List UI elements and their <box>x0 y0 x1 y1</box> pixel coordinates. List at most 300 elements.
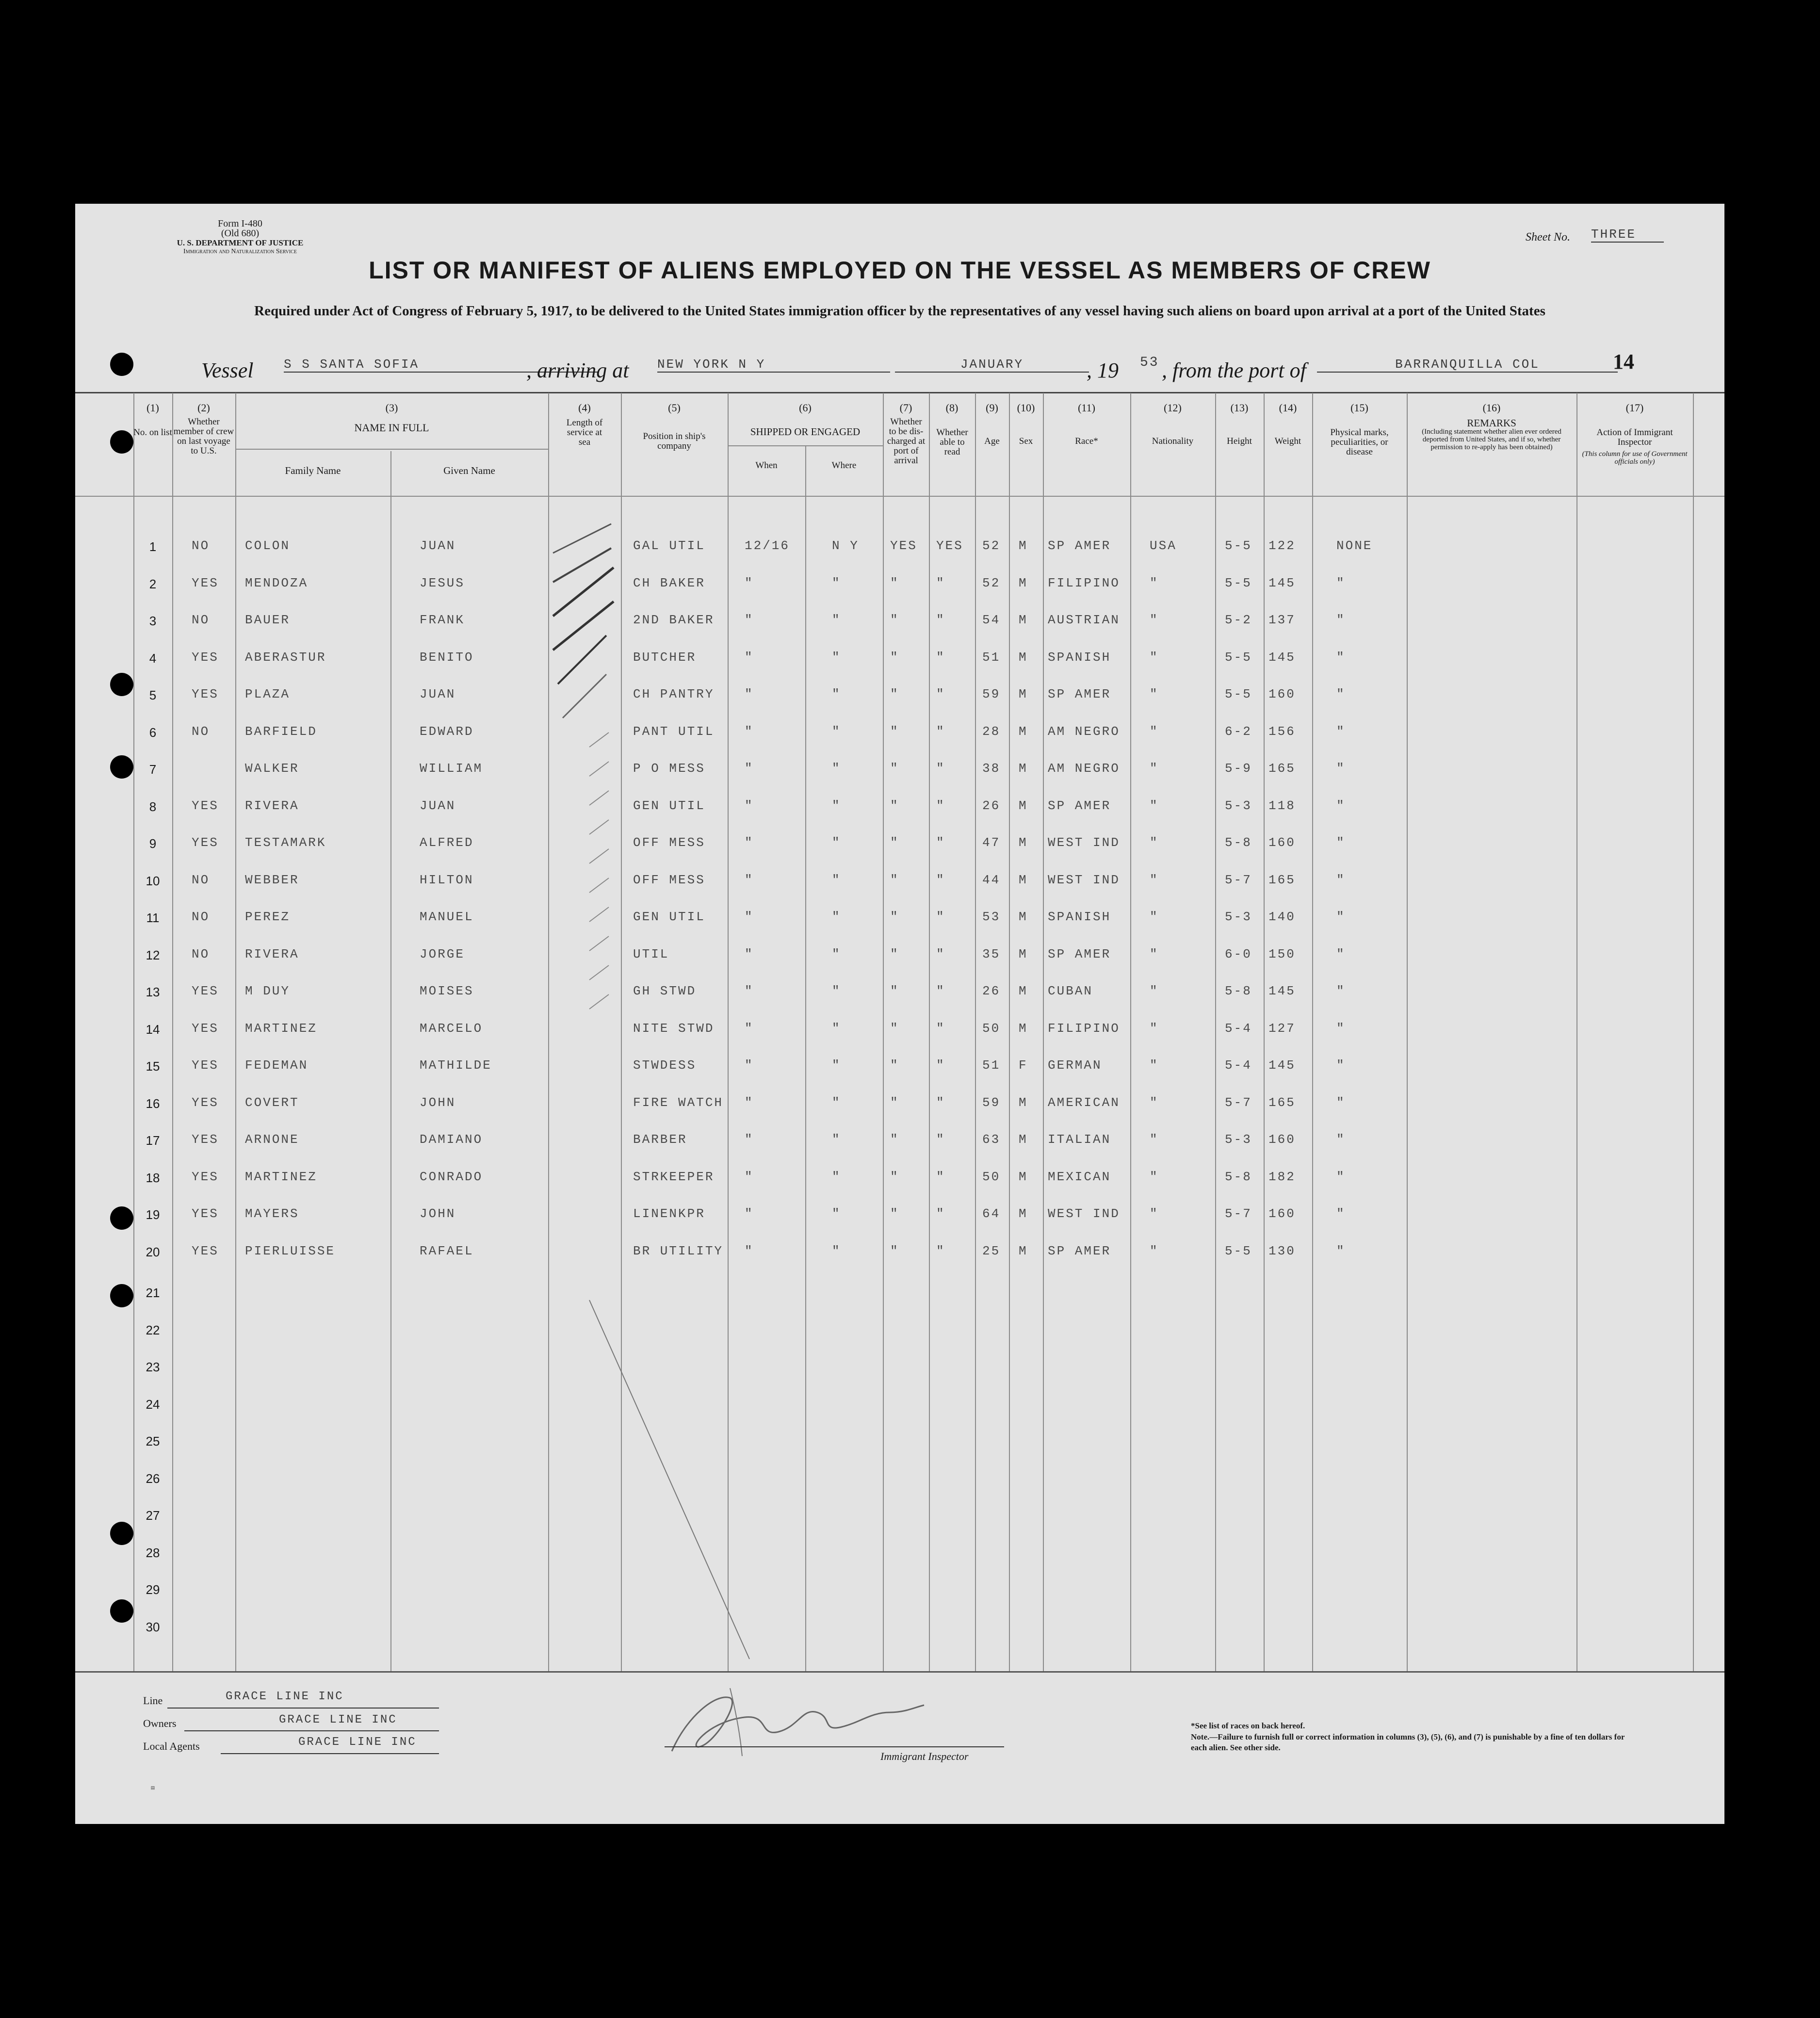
shipped-where-cell: " <box>832 1169 841 1184</box>
row-number: 23 <box>146 1360 160 1374</box>
shipped-where-cell: " <box>832 910 841 924</box>
given-name-cell: RAFAEL <box>420 1243 474 1258</box>
col-num-15: (15) <box>1350 402 1368 414</box>
row-number: 4 <box>149 651 157 666</box>
race-cell: WEST IND <box>1048 1206 1120 1221</box>
given-name-cell: MOISES <box>420 984 474 998</box>
shipped-when-cell: " <box>745 835 754 850</box>
shipped-where-cell: " <box>832 946 841 961</box>
col-num-3: (3) <box>385 402 398 414</box>
hdr-race: Race* <box>1075 436 1098 446</box>
race-cell: WEST IND <box>1048 872 1120 887</box>
physical-marks-cell: " <box>1336 1058 1346 1073</box>
col-num-16: (16) <box>1482 402 1501 414</box>
given-name-cell: EDWARD <box>420 724 474 739</box>
col-num-9: (9) <box>986 402 998 414</box>
col-num-8: (8) <box>945 402 959 414</box>
given-name-cell: FRANK <box>420 613 465 627</box>
age-cell: 54 <box>982 613 1001 627</box>
nationality-cell: " <box>1150 872 1159 887</box>
family-name-cell: BAUER <box>245 613 291 627</box>
sheet-no-label: Sheet No. <box>1526 231 1570 244</box>
discharged-cell: " <box>890 1206 899 1221</box>
row-number: 15 <box>146 1059 160 1074</box>
race-cell: AUSTRIAN <box>1048 613 1120 627</box>
nationality-cell: " <box>1150 613 1159 627</box>
row-number: 6 <box>149 725 157 740</box>
physical-marks-cell: " <box>1336 575 1346 590</box>
weight-cell: 160 <box>1268 1132 1296 1147</box>
binder-hole <box>110 673 133 696</box>
position-cell: OFF MESS <box>633 872 705 887</box>
row-number: 27 <box>146 1508 160 1523</box>
service-pen-marks <box>548 514 621 747</box>
race-cell: SP AMER <box>1048 538 1111 553</box>
weight-cell: 160 <box>1268 687 1296 701</box>
age-cell: 28 <box>982 724 1001 739</box>
able-read-cell: " <box>936 613 945 627</box>
family-name-cell: M DUY <box>245 984 291 998</box>
physical-marks-cell: " <box>1336 1132 1346 1147</box>
age-cell: 25 <box>982 1243 1001 1258</box>
race-cell: WEST IND <box>1048 835 1120 850</box>
shipped-when-cell: " <box>745 872 754 887</box>
able-read-cell: " <box>936 1169 945 1184</box>
nationality-cell: USA <box>1150 538 1177 553</box>
position-cell: GAL UTIL <box>633 538 705 553</box>
sex-cell: M <box>1019 835 1028 850</box>
discharged-cell: " <box>890 872 899 887</box>
nationality-cell: " <box>1150 984 1159 998</box>
physical-marks-cell: " <box>1336 687 1346 701</box>
shipped-where-cell: " <box>832 798 841 813</box>
row-number: 20 <box>146 1244 160 1259</box>
shipped-when-cell: " <box>745 1095 754 1110</box>
row-number: 11 <box>146 911 160 925</box>
col-num-10: (10) <box>1017 402 1035 414</box>
member-cell: YES <box>192 798 219 813</box>
nationality-cell: " <box>1150 798 1159 813</box>
physical-marks-cell: " <box>1336 1095 1346 1110</box>
age-cell: 26 <box>982 984 1001 998</box>
member-cell: NO <box>192 946 210 961</box>
hdr-height: Height <box>1227 436 1252 446</box>
sex-cell: M <box>1019 1206 1028 1221</box>
race-cell: MEXICAN <box>1048 1169 1111 1184</box>
row-number: 19 <box>146 1207 160 1222</box>
discharged-cell: " <box>890 798 899 813</box>
able-read-cell: " <box>936 984 945 998</box>
race-cell: AM NEGRO <box>1048 724 1120 739</box>
hdr-nationality: Nationality <box>1152 436 1194 446</box>
shipped-where-cell: " <box>832 984 841 998</box>
discharged-cell: " <box>890 1169 899 1184</box>
shipped-when-cell: " <box>745 1206 754 1221</box>
member-cell: NO <box>192 910 210 924</box>
discharged-cell: " <box>890 946 899 961</box>
col-num-5: (5) <box>668 402 681 414</box>
col-num-13: (13) <box>1230 402 1249 414</box>
given-name-cell: JOHN <box>420 1095 456 1110</box>
physical-marks-cell: " <box>1336 1169 1346 1184</box>
binder-hole <box>110 755 133 779</box>
physical-marks-cell: " <box>1336 910 1346 924</box>
shipped-where-cell: " <box>832 687 841 701</box>
shipped-when-cell: " <box>745 984 754 998</box>
shipped-when-cell: " <box>745 761 754 776</box>
given-name-cell: JUAN <box>420 538 456 553</box>
age-cell: 51 <box>982 650 1001 665</box>
physical-marks-cell: " <box>1336 946 1346 961</box>
age-cell: 50 <box>982 1021 1001 1036</box>
row-number: 29 <box>146 1582 160 1597</box>
shipped-where-cell: " <box>832 1095 841 1110</box>
nationality-cell: " <box>1150 650 1159 665</box>
able-read-cell: " <box>936 687 945 701</box>
sex-cell: M <box>1019 872 1028 887</box>
shipped-when-cell: " <box>745 1058 754 1073</box>
race-cell: FILIPINO <box>1048 1021 1120 1036</box>
hdr-given-name: Given Name <box>443 465 495 476</box>
year-value: 53 <box>1140 355 1159 370</box>
family-name-cell: WALKER <box>245 761 299 776</box>
position-cell: PANT UTIL <box>633 724 715 739</box>
hdr-where: Where <box>831 460 857 471</box>
sheet-no-value: THREE <box>1591 227 1664 243</box>
race-cell: AM NEGRO <box>1048 761 1120 776</box>
member-cell: YES <box>192 1095 219 1110</box>
physical-marks-cell: " <box>1336 984 1346 998</box>
row-number: 2 <box>149 576 157 591</box>
vessel-label: Vessel <box>201 358 254 382</box>
family-name-cell: MARTINEZ <box>245 1169 317 1184</box>
position-cell: GEN UTIL <box>633 798 705 813</box>
height-cell: 5-4 <box>1225 1058 1252 1073</box>
row-number: 10 <box>146 873 160 888</box>
family-name-cell: TESTAMARK <box>245 835 326 850</box>
weight-cell: 118 <box>1268 798 1296 813</box>
hdr-weight: Weight <box>1274 436 1301 446</box>
family-name-cell: MENDOZA <box>245 575 309 590</box>
shipped-when-cell: " <box>745 1021 754 1036</box>
able-read-cell: " <box>936 1243 945 1258</box>
sex-cell: M <box>1019 1243 1028 1258</box>
agents-value: GRACE LINE INC <box>298 1736 417 1749</box>
height-cell: 5-8 <box>1225 1169 1252 1184</box>
hdr-remarks: REMARKS <box>1467 417 1516 429</box>
member-cell: YES <box>192 1169 219 1184</box>
arriving-label: , arriving at <box>526 358 629 382</box>
discharged-cell: " <box>890 650 899 665</box>
weight-cell: 140 <box>1268 910 1296 924</box>
hdr-age: Age <box>984 436 1000 446</box>
arriving-value: NEW YORK N Y <box>657 357 890 373</box>
discharged-cell: " <box>890 835 899 850</box>
discharged-cell: " <box>890 575 899 590</box>
shipped-when-cell: " <box>745 798 754 813</box>
member-cell: YES <box>192 1243 219 1258</box>
nationality-cell: " <box>1150 687 1159 701</box>
family-name-cell: WEBBER <box>245 872 299 887</box>
height-cell: 5-7 <box>1225 872 1252 887</box>
given-name-cell: CONRADO <box>420 1169 483 1184</box>
physical-marks-cell: " <box>1336 761 1346 776</box>
inspector-signature <box>657 1678 929 1761</box>
race-cell: AMERICAN <box>1048 1095 1120 1110</box>
from-port-label: , from the port of <box>1162 358 1306 382</box>
nationality-cell: " <box>1150 1169 1159 1184</box>
age-cell: 52 <box>982 538 1001 553</box>
age-cell: 50 <box>982 1169 1001 1184</box>
height-cell: 5-5 <box>1225 687 1252 701</box>
weight-cell: 145 <box>1268 650 1296 665</box>
member-cell: YES <box>192 687 219 701</box>
line-label: Line <box>143 1694 163 1707</box>
family-name-cell: MARTINEZ <box>245 1021 317 1036</box>
shipped-when-cell: 12/16 <box>745 538 790 553</box>
weight-cell: 127 <box>1268 1021 1296 1036</box>
hdr-action: Action of Immigrant Inspector <box>1596 427 1673 447</box>
shipped-where-cell: " <box>832 1206 841 1221</box>
given-name-cell: BENITO <box>420 650 474 665</box>
physical-marks-cell: NONE <box>1336 538 1373 553</box>
row-number: 9 <box>149 836 157 851</box>
physical-marks-cell: " <box>1336 724 1346 739</box>
discharged-cell: " <box>890 613 899 627</box>
shipped-when-cell: " <box>745 575 754 590</box>
nationality-cell: " <box>1150 910 1159 924</box>
shipped-when-cell: " <box>745 613 754 627</box>
row-number: 3 <box>149 614 157 628</box>
month-value: JANUARY <box>895 357 1089 373</box>
family-name-cell: ABERASTUR <box>245 650 326 665</box>
height-cell: 6-2 <box>1225 724 1252 739</box>
position-cell: GH STWD <box>633 984 697 998</box>
row-number: 16 <box>146 1096 160 1111</box>
able-read-cell: " <box>936 798 945 813</box>
weight-cell: 156 <box>1268 724 1296 739</box>
family-name-cell: PEREZ <box>245 910 291 924</box>
age-cell: 38 <box>982 761 1001 776</box>
able-read-cell: " <box>936 650 945 665</box>
row-number: 24 <box>146 1397 160 1412</box>
shipped-when-cell: " <box>745 1169 754 1184</box>
sex-cell: M <box>1019 538 1028 553</box>
shipped-where-cell: " <box>832 872 841 887</box>
binder-hole <box>110 1206 133 1230</box>
position-cell: STRKEEPER <box>633 1169 715 1184</box>
able-read-cell: " <box>936 946 945 961</box>
discharged-cell: " <box>890 687 899 701</box>
able-read-cell: YES <box>936 538 963 553</box>
weight-cell: 165 <box>1268 761 1296 776</box>
family-name-cell: PLAZA <box>245 687 291 701</box>
discharged-cell: " <box>890 1243 899 1258</box>
height-cell: 5-3 <box>1225 910 1252 924</box>
family-name-cell: COLON <box>245 538 291 553</box>
vessel-value: S S SANTA SOFIA <box>284 357 599 373</box>
height-cell: 5-8 <box>1225 835 1252 850</box>
port-value: BARRANQUILLA COL <box>1317 357 1618 373</box>
binder-hole <box>110 1522 133 1545</box>
col-num-12: (12) <box>1164 402 1182 414</box>
physical-marks-cell: " <box>1336 798 1346 813</box>
age-cell: 51 <box>982 1058 1001 1073</box>
height-cell: 6-0 <box>1225 946 1252 961</box>
hdr-remarks-note: (Including statement whether alien ever ordered deported from United States, and if so, whether permission to re-apply has been obtained) <box>1422 428 1561 451</box>
shipped-when-cell: " <box>745 650 754 665</box>
weight-cell: 165 <box>1268 1095 1296 1110</box>
race-cell: GERMAN <box>1048 1058 1102 1073</box>
member-cell: YES <box>192 835 219 850</box>
member-cell: NO <box>192 613 210 627</box>
age-cell: 59 <box>982 687 1001 701</box>
family-name-cell: BARFIELD <box>245 724 317 739</box>
family-name-cell: FEDEMAN <box>245 1058 309 1073</box>
given-name-cell: MANUEL <box>420 910 474 924</box>
able-read-cell: " <box>936 575 945 590</box>
age-cell: 52 <box>982 575 1001 590</box>
weight-cell: 145 <box>1268 1058 1296 1073</box>
shipped-where-cell: N Y <box>832 538 859 553</box>
weight-cell: 137 <box>1268 613 1296 627</box>
sex-cell: M <box>1019 1095 1028 1110</box>
given-name-cell: WILLIAM <box>420 761 483 776</box>
member-cell: YES <box>192 575 219 590</box>
hdr-able-read: Whether able to read <box>936 427 968 457</box>
manifest-title: LIST OR MANIFEST OF ALIENS EMPLOYED ON THE VESSEL AS MEMBERS OF CREW <box>369 257 1431 284</box>
shipped-when-cell: " <box>745 946 754 961</box>
shipped-where-cell: " <box>832 761 841 776</box>
position-cell: BR UTILITY <box>633 1243 724 1258</box>
hdr-physical: Physical marks, peculiarities, or disease <box>1330 427 1389 457</box>
owners-label: Owners <box>143 1717 177 1729</box>
shipped-when-cell: " <box>745 724 754 739</box>
agents-label: Local Agents <box>143 1740 200 1752</box>
position-cell: CH BAKER <box>633 575 705 590</box>
weight-cell: 130 <box>1268 1243 1296 1258</box>
member-cell: YES <box>192 984 219 998</box>
able-read-cell: " <box>936 1058 945 1073</box>
race-cell: SPANISH <box>1048 910 1111 924</box>
able-read-cell: " <box>936 724 945 739</box>
row-number: 7 <box>149 762 157 777</box>
sex-cell: M <box>1019 761 1028 776</box>
position-cell: P O MESS <box>633 761 705 776</box>
nationality-cell: " <box>1150 1021 1159 1036</box>
department-name: U. S. DEPARTMENT OF JUSTICE <box>177 238 304 247</box>
race-cell: SP AMER <box>1048 1243 1111 1258</box>
sex-cell: M <box>1019 1132 1028 1147</box>
race-cell: FILIPINO <box>1048 575 1120 590</box>
shipped-where-cell: " <box>832 650 841 665</box>
hdr-action-note: (This column for use of Government officials only) <box>1582 450 1688 466</box>
nationality-cell: " <box>1150 1058 1159 1073</box>
member-cell: YES <box>192 650 219 665</box>
line-value: GRACE LINE INC <box>226 1690 344 1703</box>
given-name-cell: MARCELO <box>420 1021 483 1036</box>
races-note: *See list of races on back hereof. <box>1191 1721 1305 1730</box>
discharged-cell: " <box>890 1021 899 1036</box>
discharged-cell: " <box>890 910 899 924</box>
race-cell: CUBAN <box>1048 984 1093 998</box>
position-cell: BARBER <box>633 1132 687 1147</box>
given-name-cell: JUAN <box>420 687 456 701</box>
physical-marks-cell: " <box>1336 1243 1346 1258</box>
discharged-cell: " <box>890 1132 899 1147</box>
shipped-where-cell: " <box>832 1058 841 1073</box>
sex-cell: M <box>1019 984 1028 998</box>
row-number: 14 <box>146 1022 160 1037</box>
given-name-cell: JUAN <box>420 798 456 813</box>
printer-mark: ▤ <box>150 1785 155 1790</box>
member-cell: YES <box>192 1206 219 1221</box>
shipped-where-cell: " <box>832 835 841 850</box>
race-cell: ITALIAN <box>1048 1132 1111 1147</box>
family-name-cell: ARNONE <box>245 1132 299 1147</box>
height-cell: 5-3 <box>1225 798 1252 813</box>
row-number: 1 <box>149 539 157 554</box>
sex-cell: M <box>1019 650 1028 665</box>
position-cell: BUTCHER <box>633 650 697 665</box>
weight-cell: 150 <box>1268 946 1296 961</box>
physical-marks-cell: " <box>1336 1206 1346 1221</box>
shipped-when-cell: " <box>745 1132 754 1147</box>
position-cell: LINENKPR <box>633 1206 705 1221</box>
nationality-cell: " <box>1150 724 1159 739</box>
physical-marks-cell: " <box>1336 872 1346 887</box>
position-cell: 2ND BAKER <box>633 613 715 627</box>
able-read-cell: " <box>936 1021 945 1036</box>
year-prefix: , 19 <box>1087 358 1119 382</box>
nationality-cell: " <box>1150 1132 1159 1147</box>
owners-value: GRACE LINE INC <box>279 1713 397 1726</box>
col-num-1: (1) <box>146 402 159 414</box>
member-cell: YES <box>192 1058 219 1073</box>
nationality-cell: " <box>1150 835 1159 850</box>
row-number: 28 <box>146 1545 160 1560</box>
position-cell: UTIL <box>633 946 669 961</box>
height-cell: 5-4 <box>1225 1021 1252 1036</box>
shipped-when-cell: " <box>745 910 754 924</box>
height-cell: 5-9 <box>1225 761 1252 776</box>
sex-cell: M <box>1019 1021 1028 1036</box>
race-cell: SP AMER <box>1048 798 1111 813</box>
height-cell: 5-7 <box>1225 1095 1252 1110</box>
position-cell: FIRE WATCH <box>633 1095 724 1110</box>
nationality-cell: " <box>1150 761 1159 776</box>
manifest-sheet <box>75 204 1724 1824</box>
failure-note: Note.—Failure to furnish full or correct information in columns (3), (5), (6), and (7) is punishable by a fine of ten dollars for each alien. See other side. <box>1191 1732 1625 1752</box>
height-cell: 5-2 <box>1225 613 1252 627</box>
position-cell: NITE STWD <box>633 1021 715 1036</box>
given-name-cell: JOHN <box>420 1206 456 1221</box>
shipped-where-cell: " <box>832 1021 841 1036</box>
weight-cell: 160 <box>1268 835 1296 850</box>
form-number: Form I-480 <box>218 218 262 229</box>
sex-cell: M <box>1019 946 1028 961</box>
weight-cell: 145 <box>1268 575 1296 590</box>
binder-hole <box>110 430 133 454</box>
shipped-when-cell: " <box>745 687 754 701</box>
member-cell: NO <box>192 538 210 553</box>
hdr-no-on-list: No. on list <box>133 427 172 438</box>
row-number: 21 <box>146 1286 160 1300</box>
row-number: 8 <box>149 799 157 814</box>
member-cell: NO <box>192 872 210 887</box>
given-name-cell: DAMIANO <box>420 1132 483 1147</box>
discharged-cell: " <box>890 761 899 776</box>
